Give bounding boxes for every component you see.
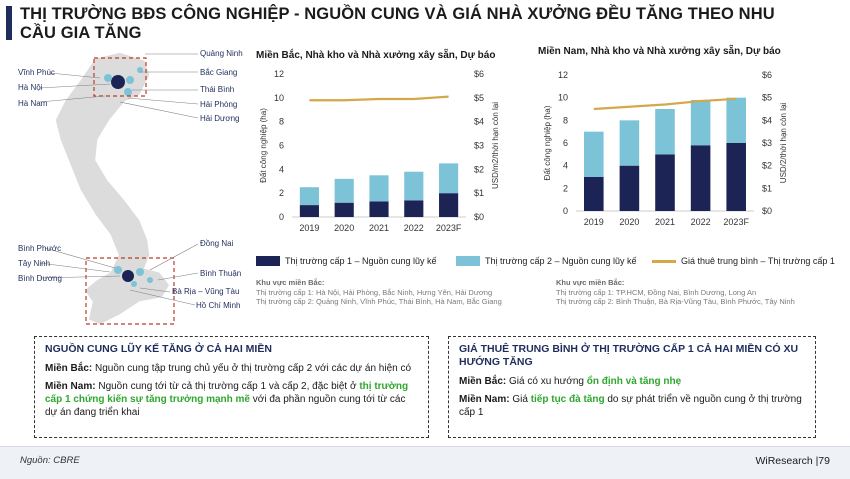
y-right-tick-label: $3 (762, 138, 773, 148)
bar-tier2 (404, 172, 423, 201)
price-heading: GIÁ THUÊ TRUNG BÌNH Ở THỊ TRƯỜNG CẤP 1 CẢ HAI MIỀN CÓ XU HƯỚNG TĂNG (459, 343, 799, 368)
brand-page-label: WiResearch |79 (755, 455, 830, 467)
price-south-highlight: tiếp tục đà tăng (530, 394, 605, 405)
x-tick-label: 2022 (690, 217, 711, 227)
chart-north (252, 62, 522, 242)
legend-swatch-price (652, 260, 676, 263)
legend-swatch-tier1 (256, 256, 280, 266)
supply-heading: NGUỒN CUNG LŨY KẾ TĂNG Ở CẢ HAI MIỀN (45, 343, 272, 355)
note-north-tier2: Thị trường cấp 2: Quảng Ninh, Vĩnh Phúc, Thái Bình, Hà Nam, Bắc Giang (256, 297, 502, 306)
province-label: Đồng Nai (200, 239, 234, 248)
bar-tier1 (655, 154, 675, 211)
x-tick-label: 2019 (299, 223, 320, 233)
note-south-heading: Khu vực miền Bắc: (556, 278, 625, 287)
y-tick-label: 0 (562, 206, 568, 216)
y-tick-label: 4 (278, 164, 284, 175)
south-cluster-dot (114, 266, 122, 274)
south-cluster-dot (122, 270, 134, 282)
supply-south-body-1: Nguồn cung tới từ cả thị trường cấp 1 và cấp 2, đặc biệt ở (95, 381, 360, 392)
supply-north-body: Nguồn cung tập trung chủ yếu ở thị trường cấp 2 với các dự án hiện có (92, 363, 412, 374)
price-summary-box (448, 336, 816, 438)
north-cluster-dot (111, 75, 125, 89)
north-cluster-dot (104, 74, 112, 82)
province-label: Hà Nội (18, 83, 43, 92)
note-south-tier1: Thị trường cấp 1: TP.HCM, Đồng Nai, Bình Dương, Long An (556, 287, 757, 297)
note-north-tier1: Thị trường cấp 1: Hà Nội, Hải Phòng, Bắc Ninh, Hưng Yên, Hải Dương (256, 287, 493, 297)
y-tick-label: 6 (562, 138, 568, 148)
legend-label-tier2: Thị trường cấp 2 – Nguồn cung lũy kế (485, 256, 637, 266)
price-south-text (459, 393, 805, 419)
price-north-body: Giá có xu hướng (506, 376, 587, 387)
y-tick-label: 8 (562, 115, 568, 126)
price-north-highlight: ổn định và tăng nhẹ (586, 376, 682, 387)
note-south (556, 278, 841, 307)
y-right-tick-label: $0 (474, 212, 485, 222)
y-right-tick-label: $0 (762, 206, 773, 216)
legend-label-price: Giá thuê trung bình – Thị trường cấp 1 (681, 256, 835, 266)
bar-tier1 (439, 193, 458, 217)
y-tick-label: 8 (278, 116, 284, 127)
province-label: Bình Dương (18, 274, 62, 283)
y-axis-label: Đất công nghiệp (ha) (543, 105, 552, 181)
bar-tier1 (335, 203, 354, 217)
y-right-tick-label: $2 (474, 164, 485, 175)
y-tick-label: 2 (562, 183, 568, 194)
legend-label-tier1: Thị trường cấp 1 – Nguồn cung lũy kế (285, 256, 437, 266)
supply-south-label: Miền Nam: (45, 381, 96, 392)
province-label: Vĩnh Phúc (18, 68, 55, 77)
province-label: Hồ Chí Minh (196, 301, 241, 310)
bar-tier1 (726, 143, 746, 211)
bar-tier1 (620, 166, 640, 211)
price-line (309, 97, 448, 101)
x-tick-label: 2020 (334, 223, 355, 233)
y-tick-label: 0 (278, 212, 284, 222)
bar-tier2 (369, 175, 388, 201)
province-label: Bình Phước (18, 244, 62, 253)
y-right-axis-label: USD/m2/thời hạn còn lại (491, 101, 500, 190)
chart-title-south: Miền Nam, Nhà kho và Nhà xưởng xây sẵn, Dự báo (538, 46, 781, 57)
y-tick-label: 12 (557, 70, 568, 80)
bar-tier1 (691, 145, 711, 211)
note-south-tier2: Thị trường cấp 2: Bình Thuận, Bà Rịa-Vũng Tàu, Bình Phước, Tây Ninh (556, 297, 795, 306)
bar-tier2 (620, 120, 640, 165)
y-tick-label: 10 (273, 92, 284, 103)
supply-summary-box (34, 336, 429, 438)
y-tick-label: 6 (278, 140, 284, 151)
bar-tier1 (369, 202, 388, 217)
bar-tier1 (404, 200, 423, 217)
y-axis-label: Đất công nghiệp (ha) (259, 108, 268, 183)
x-tick-label: 2019 (583, 217, 604, 227)
note-north-heading: Khu vực miền Bắc: (256, 278, 325, 287)
price-south-label: Miền Nam: (459, 394, 510, 405)
province-label: Hà Nam (18, 99, 48, 108)
province-label: Bà Rịa – Vũng Tàu (172, 287, 240, 296)
y-right-tick-label: $3 (474, 140, 485, 151)
bar-tier1 (584, 177, 604, 211)
x-tick-label: 2021 (654, 217, 676, 227)
price-north-text (459, 375, 805, 388)
y-right-tick-label: $1 (474, 188, 485, 199)
supply-north-label: Miền Bắc: (45, 363, 93, 374)
y-right-tick-label: $5 (762, 92, 773, 103)
chart-legend (256, 256, 836, 270)
province-label: Tây Ninh (18, 259, 51, 268)
bar-tier2 (691, 100, 711, 145)
north-cluster-dot (126, 76, 134, 84)
province-label: Hải Dương (200, 114, 240, 123)
legend-swatch-tier2 (456, 256, 480, 266)
vietnam-outline (55, 52, 170, 325)
chart-south (540, 62, 810, 237)
legend-item-price (652, 256, 835, 266)
bar-tier2 (655, 109, 675, 154)
title-accent-bar (6, 6, 12, 40)
footer (0, 446, 850, 479)
y-right-tick-label: $4 (762, 115, 773, 126)
province-label: Thái Bình (200, 85, 235, 94)
price-south-body-1: Giá (509, 394, 531, 405)
supply-south-body-2: với đa phần nguồn cung tới từ các dự án đang triển khai (45, 394, 406, 418)
source-label: Nguồn: CBRE (20, 455, 80, 466)
y-tick-label: 2 (278, 188, 284, 199)
legend-item-tier1 (256, 256, 437, 266)
province-label: Hải Phòng (200, 100, 238, 109)
north-cluster-dot (124, 88, 132, 96)
province-label: Bình Thuận (200, 269, 242, 278)
note-north (256, 278, 536, 307)
y-right-tick-label: $1 (762, 183, 773, 194)
bar-tier2 (439, 163, 458, 193)
south-cluster-dot (131, 281, 137, 287)
y-tick-label: 10 (557, 92, 568, 103)
y-right-axis-label: USD/2/thời hạn còn lại (779, 102, 788, 184)
x-tick-label: 2023F (435, 223, 462, 233)
vietnam-map (0, 40, 255, 340)
y-right-tick-label: $4 (474, 116, 485, 127)
y-right-tick-label: $5 (474, 92, 485, 103)
y-right-tick-label: $6 (762, 70, 773, 80)
supply-north-text (45, 362, 418, 375)
supply-south-highlight: thị trường cấp 1 chứng kiến sự tăng trưởng mạnh mẽ (45, 381, 409, 405)
x-tick-label: 2020 (619, 217, 640, 227)
province-label: Quảng Ninh (200, 49, 243, 58)
price-north-label: Miền Bắc: (459, 376, 507, 387)
bar-tier2 (335, 179, 354, 203)
bar-tier2 (300, 187, 319, 205)
south-cluster-dot (136, 268, 144, 276)
x-tick-label: 2021 (368, 223, 390, 233)
x-tick-label: 2023F (723, 217, 749, 227)
price-south-body-2: do sự phát triển về nguồn cung ở thị trường cấp 1 (459, 394, 802, 418)
x-tick-label: 2022 (403, 223, 424, 233)
bar-tier2 (584, 132, 604, 177)
y-tick-label: 12 (273, 69, 284, 79)
south-cluster-dot (147, 277, 153, 283)
province-label: Bắc Giang (200, 68, 238, 77)
y-right-tick-label: $2 (762, 160, 773, 171)
legend-item-tier2 (456, 256, 637, 266)
y-right-tick-label: $6 (474, 69, 485, 79)
supply-south-text (45, 380, 418, 419)
bar-tier2 (726, 98, 746, 143)
page-title: THỊ TRƯỜNG BĐS CÔNG NGHIỆP - NGUỒN CUNG VÀ GIÁ NHÀ XƯỞNG ĐỀU TĂNG THEO NHU CẦU GIA TĂNG (20, 5, 775, 42)
price-line (594, 99, 736, 109)
bar-tier1 (300, 205, 319, 217)
y-tick-label: 4 (562, 160, 568, 171)
chart-title-north: Miền Bắc, Nhà kho và Nhà xưởng xây sẵn, Dự báo (256, 50, 496, 61)
